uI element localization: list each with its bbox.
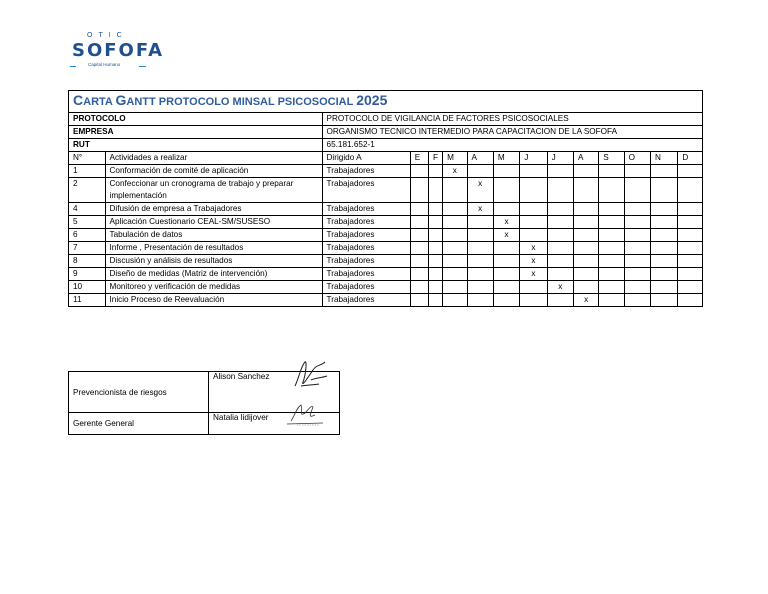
col-header-month: J bbox=[547, 152, 573, 165]
row-number: 10 bbox=[69, 281, 106, 294]
month-cell bbox=[467, 255, 493, 268]
signature-role: Gerente General bbox=[69, 413, 209, 435]
month-cell bbox=[678, 216, 703, 229]
table-row bbox=[69, 165, 703, 178]
title-part-g: G bbox=[115, 92, 127, 108]
month-cell bbox=[624, 255, 650, 268]
month-cell bbox=[651, 216, 678, 229]
month-cell bbox=[573, 242, 598, 255]
month-cell bbox=[547, 268, 573, 281]
month-cell bbox=[678, 203, 703, 216]
row-directed: Trabajadores bbox=[322, 242, 410, 255]
row-directed: Trabajadores bbox=[322, 229, 410, 242]
row-number: 1 bbox=[69, 165, 106, 178]
month-cell bbox=[467, 268, 493, 281]
month-cell bbox=[573, 165, 598, 178]
month-cell bbox=[467, 229, 493, 242]
month-cell bbox=[493, 281, 519, 294]
logo-otic-text: OTIC bbox=[87, 32, 128, 39]
row-directed: Trabajadores bbox=[322, 178, 410, 203]
row-number: 8 bbox=[69, 255, 106, 268]
month-cell bbox=[467, 242, 493, 255]
month-cell bbox=[547, 178, 573, 203]
month-cell bbox=[599, 268, 624, 281]
month-cell: x bbox=[520, 242, 547, 255]
month-cell bbox=[573, 229, 598, 242]
month-cell bbox=[493, 165, 519, 178]
month-cell: x bbox=[520, 268, 547, 281]
signature-name: Alison Sanchez bbox=[213, 372, 270, 381]
month-cell: x bbox=[467, 203, 493, 216]
title-part-antt: ANTT bbox=[126, 96, 159, 108]
row-directed: Trabajadores bbox=[322, 255, 410, 268]
month-cell bbox=[678, 268, 703, 281]
row-activity: Informe , Presentación de resultados bbox=[105, 242, 322, 255]
month-cell bbox=[573, 216, 598, 229]
col-header-month: M bbox=[443, 152, 467, 165]
row-activity: Tabulación de datos bbox=[105, 229, 322, 242]
month-cell bbox=[428, 268, 442, 281]
month-cell bbox=[651, 281, 678, 294]
row-directed: Trabajadores bbox=[322, 165, 410, 178]
month-cell bbox=[443, 178, 467, 203]
row-directed: Trabajadores bbox=[322, 268, 410, 281]
col-header-month: N bbox=[651, 152, 678, 165]
row-directed: Trabajadores bbox=[322, 281, 410, 294]
protocolo-row bbox=[69, 113, 703, 126]
month-cell bbox=[428, 255, 442, 268]
column-header-row bbox=[69, 152, 703, 165]
table-row bbox=[69, 203, 703, 216]
month-cell bbox=[493, 242, 519, 255]
month-cell bbox=[624, 178, 650, 203]
month-cell bbox=[624, 268, 650, 281]
month-cell bbox=[547, 255, 573, 268]
month-cell: x bbox=[547, 281, 573, 294]
month-cell bbox=[493, 294, 519, 307]
month-cell bbox=[410, 165, 428, 178]
title-year: 2025 bbox=[356, 92, 388, 108]
empresa-label: EMPRESA bbox=[69, 126, 323, 139]
table-row bbox=[69, 242, 703, 255]
month-cell bbox=[547, 216, 573, 229]
month-cell bbox=[547, 165, 573, 178]
month-cell: x bbox=[573, 294, 598, 307]
month-cell bbox=[599, 242, 624, 255]
signature-cell bbox=[209, 413, 340, 435]
month-cell bbox=[520, 203, 547, 216]
month-cell bbox=[678, 229, 703, 242]
table-row bbox=[69, 229, 703, 242]
month-cell bbox=[493, 203, 519, 216]
col-header-month: D bbox=[678, 152, 703, 165]
month-cell bbox=[443, 294, 467, 307]
col-header-month: M bbox=[493, 152, 519, 165]
logo-underline-left bbox=[70, 66, 76, 67]
month-cell bbox=[520, 294, 547, 307]
month-cell bbox=[443, 281, 467, 294]
month-cell bbox=[624, 281, 650, 294]
col-header-month: A bbox=[573, 152, 598, 165]
handwritten-signature-icon bbox=[291, 356, 331, 392]
month-cell bbox=[410, 216, 428, 229]
month-cell bbox=[410, 229, 428, 242]
signature-name: Natalia lidijover bbox=[213, 413, 269, 422]
month-cell bbox=[547, 203, 573, 216]
month-cell bbox=[428, 281, 442, 294]
row-activity: Aplicación Cuestionario CEAL-SM/SUSESO bbox=[105, 216, 322, 229]
row-activity: Diseño de medidas (Matriz de intervención) bbox=[105, 268, 322, 281]
month-cell bbox=[624, 229, 650, 242]
month-cell bbox=[624, 294, 650, 307]
month-cell bbox=[493, 255, 519, 268]
month-cell bbox=[573, 255, 598, 268]
month-cell: x bbox=[493, 216, 519, 229]
row-number: 4 bbox=[69, 203, 106, 216]
row-directed: Trabajadores bbox=[322, 216, 410, 229]
table-row bbox=[69, 294, 703, 307]
month-cell bbox=[599, 294, 624, 307]
month-cell bbox=[547, 294, 573, 307]
row-number: 2 bbox=[69, 178, 106, 203]
row-number: 9 bbox=[69, 268, 106, 281]
rut-value: 65.181.652-1 bbox=[322, 139, 702, 152]
month-cell bbox=[443, 242, 467, 255]
row-activity: Monitoreo y verificación de medidas bbox=[105, 281, 322, 294]
signature-table bbox=[68, 371, 340, 435]
empresa-row bbox=[69, 126, 703, 139]
month-cell bbox=[599, 216, 624, 229]
month-cell bbox=[428, 165, 442, 178]
month-cell bbox=[428, 294, 442, 307]
table-row bbox=[69, 268, 703, 281]
month-cell bbox=[520, 165, 547, 178]
row-activity: Conformación de comité de aplicación bbox=[105, 165, 322, 178]
col-header-month: O bbox=[624, 152, 650, 165]
month-cell bbox=[520, 178, 547, 203]
month-cell bbox=[599, 165, 624, 178]
row-activity: Confeccionar un cronograma de trabajo y preparar implementación bbox=[105, 178, 322, 203]
month-cell bbox=[651, 165, 678, 178]
logo-underline-right bbox=[139, 66, 146, 67]
month-cell bbox=[520, 229, 547, 242]
logo-brand-text: SOFOFA bbox=[72, 40, 165, 61]
month-cell bbox=[599, 229, 624, 242]
month-cell bbox=[428, 203, 442, 216]
month-cell bbox=[651, 178, 678, 203]
month-cell bbox=[678, 294, 703, 307]
month-cell bbox=[428, 178, 442, 203]
col-header-num: N° bbox=[69, 152, 106, 165]
month-cell bbox=[443, 229, 467, 242]
month-cell bbox=[428, 229, 442, 242]
empresa-value: ORGANISMO TECNICO INTERMEDIO PARA CAPACITACION DE LA SOFOFA bbox=[322, 126, 702, 139]
month-cell bbox=[651, 268, 678, 281]
month-cell bbox=[443, 216, 467, 229]
month-cell bbox=[678, 242, 703, 255]
month-cell bbox=[410, 203, 428, 216]
month-cell bbox=[428, 216, 442, 229]
signature-row bbox=[69, 413, 340, 435]
month-cell bbox=[520, 216, 547, 229]
row-activity: Difusión de empresa a Trabajadores bbox=[105, 203, 322, 216]
month-cell bbox=[624, 242, 650, 255]
month-cell: x bbox=[520, 255, 547, 268]
gantt-table bbox=[68, 90, 703, 307]
month-cell: x bbox=[443, 165, 467, 178]
month-cell bbox=[651, 229, 678, 242]
month-cell bbox=[493, 268, 519, 281]
month-cell bbox=[547, 229, 573, 242]
month-cell bbox=[443, 268, 467, 281]
month-cell bbox=[410, 242, 428, 255]
col-header-month: A bbox=[467, 152, 493, 165]
month-cell bbox=[547, 242, 573, 255]
month-cell bbox=[599, 255, 624, 268]
month-cell bbox=[678, 281, 703, 294]
month-cell: x bbox=[467, 178, 493, 203]
title-row bbox=[69, 91, 703, 113]
col-header-month: E bbox=[410, 152, 428, 165]
rut-label: RUT bbox=[69, 139, 323, 152]
month-cell bbox=[678, 178, 703, 203]
month-cell bbox=[428, 242, 442, 255]
col-header-directed: Dirigido A bbox=[322, 152, 410, 165]
month-cell bbox=[624, 216, 650, 229]
month-cell bbox=[410, 268, 428, 281]
signature-role: Prevencionista de riesgos bbox=[69, 372, 209, 413]
row-activity: Discusión y análisis de resultados bbox=[105, 255, 322, 268]
month-cell bbox=[651, 255, 678, 268]
month-cell bbox=[678, 255, 703, 268]
month-cell bbox=[410, 178, 428, 203]
otic-sofofa-logo bbox=[68, 28, 165, 76]
month-cell bbox=[573, 178, 598, 203]
protocolo-value: PROTOCOLO DE VIGILANCIA DE FACTORES PSICOSOCIALES bbox=[322, 113, 702, 126]
month-cell bbox=[410, 281, 428, 294]
title-part-c: C bbox=[73, 92, 84, 108]
month-cell bbox=[678, 165, 703, 178]
month-cell bbox=[443, 203, 467, 216]
month-cell bbox=[651, 203, 678, 216]
handwritten-signature-icon bbox=[283, 401, 327, 427]
month-cell bbox=[651, 294, 678, 307]
month-cell bbox=[624, 203, 650, 216]
col-header-month: J bbox=[520, 152, 547, 165]
month-cell bbox=[467, 216, 493, 229]
month-cell bbox=[467, 294, 493, 307]
month-cell: x bbox=[493, 229, 519, 242]
month-cell bbox=[443, 255, 467, 268]
month-cell bbox=[573, 268, 598, 281]
row-number: 6 bbox=[69, 229, 106, 242]
table-row bbox=[69, 178, 703, 203]
col-header-month: S bbox=[599, 152, 624, 165]
month-cell bbox=[651, 242, 678, 255]
month-cell bbox=[410, 294, 428, 307]
month-cell bbox=[410, 255, 428, 268]
month-cell bbox=[573, 281, 598, 294]
row-activity: Inicio Proceso de Reevaluación bbox=[105, 294, 322, 307]
month-cell bbox=[467, 281, 493, 294]
gantt-title bbox=[69, 91, 703, 113]
month-cell bbox=[599, 178, 624, 203]
month-cell bbox=[493, 178, 519, 203]
table-row bbox=[69, 216, 703, 229]
title-part-rest: PROTOCOLO MINSAL PSICOSOCIAL bbox=[158, 96, 357, 108]
row-number: 11 bbox=[69, 294, 106, 307]
month-cell bbox=[467, 165, 493, 178]
logo-tagline: Capital Humano bbox=[88, 62, 121, 67]
col-header-activity: Actividades a realizar bbox=[105, 152, 322, 165]
table-row bbox=[69, 255, 703, 268]
month-cell bbox=[573, 203, 598, 216]
title-part-arta: ARTA bbox=[83, 96, 116, 108]
month-cell bbox=[599, 281, 624, 294]
row-number: 5 bbox=[69, 216, 106, 229]
row-number: 7 bbox=[69, 242, 106, 255]
table-row bbox=[69, 281, 703, 294]
row-directed: Trabajadores bbox=[322, 203, 410, 216]
row-directed: Trabajadores bbox=[322, 294, 410, 307]
col-header-month: F bbox=[428, 152, 442, 165]
month-cell bbox=[599, 203, 624, 216]
month-cell bbox=[520, 281, 547, 294]
rut-row bbox=[69, 139, 703, 152]
protocolo-label: PROTOCOLO bbox=[69, 113, 323, 126]
month-cell bbox=[624, 165, 650, 178]
